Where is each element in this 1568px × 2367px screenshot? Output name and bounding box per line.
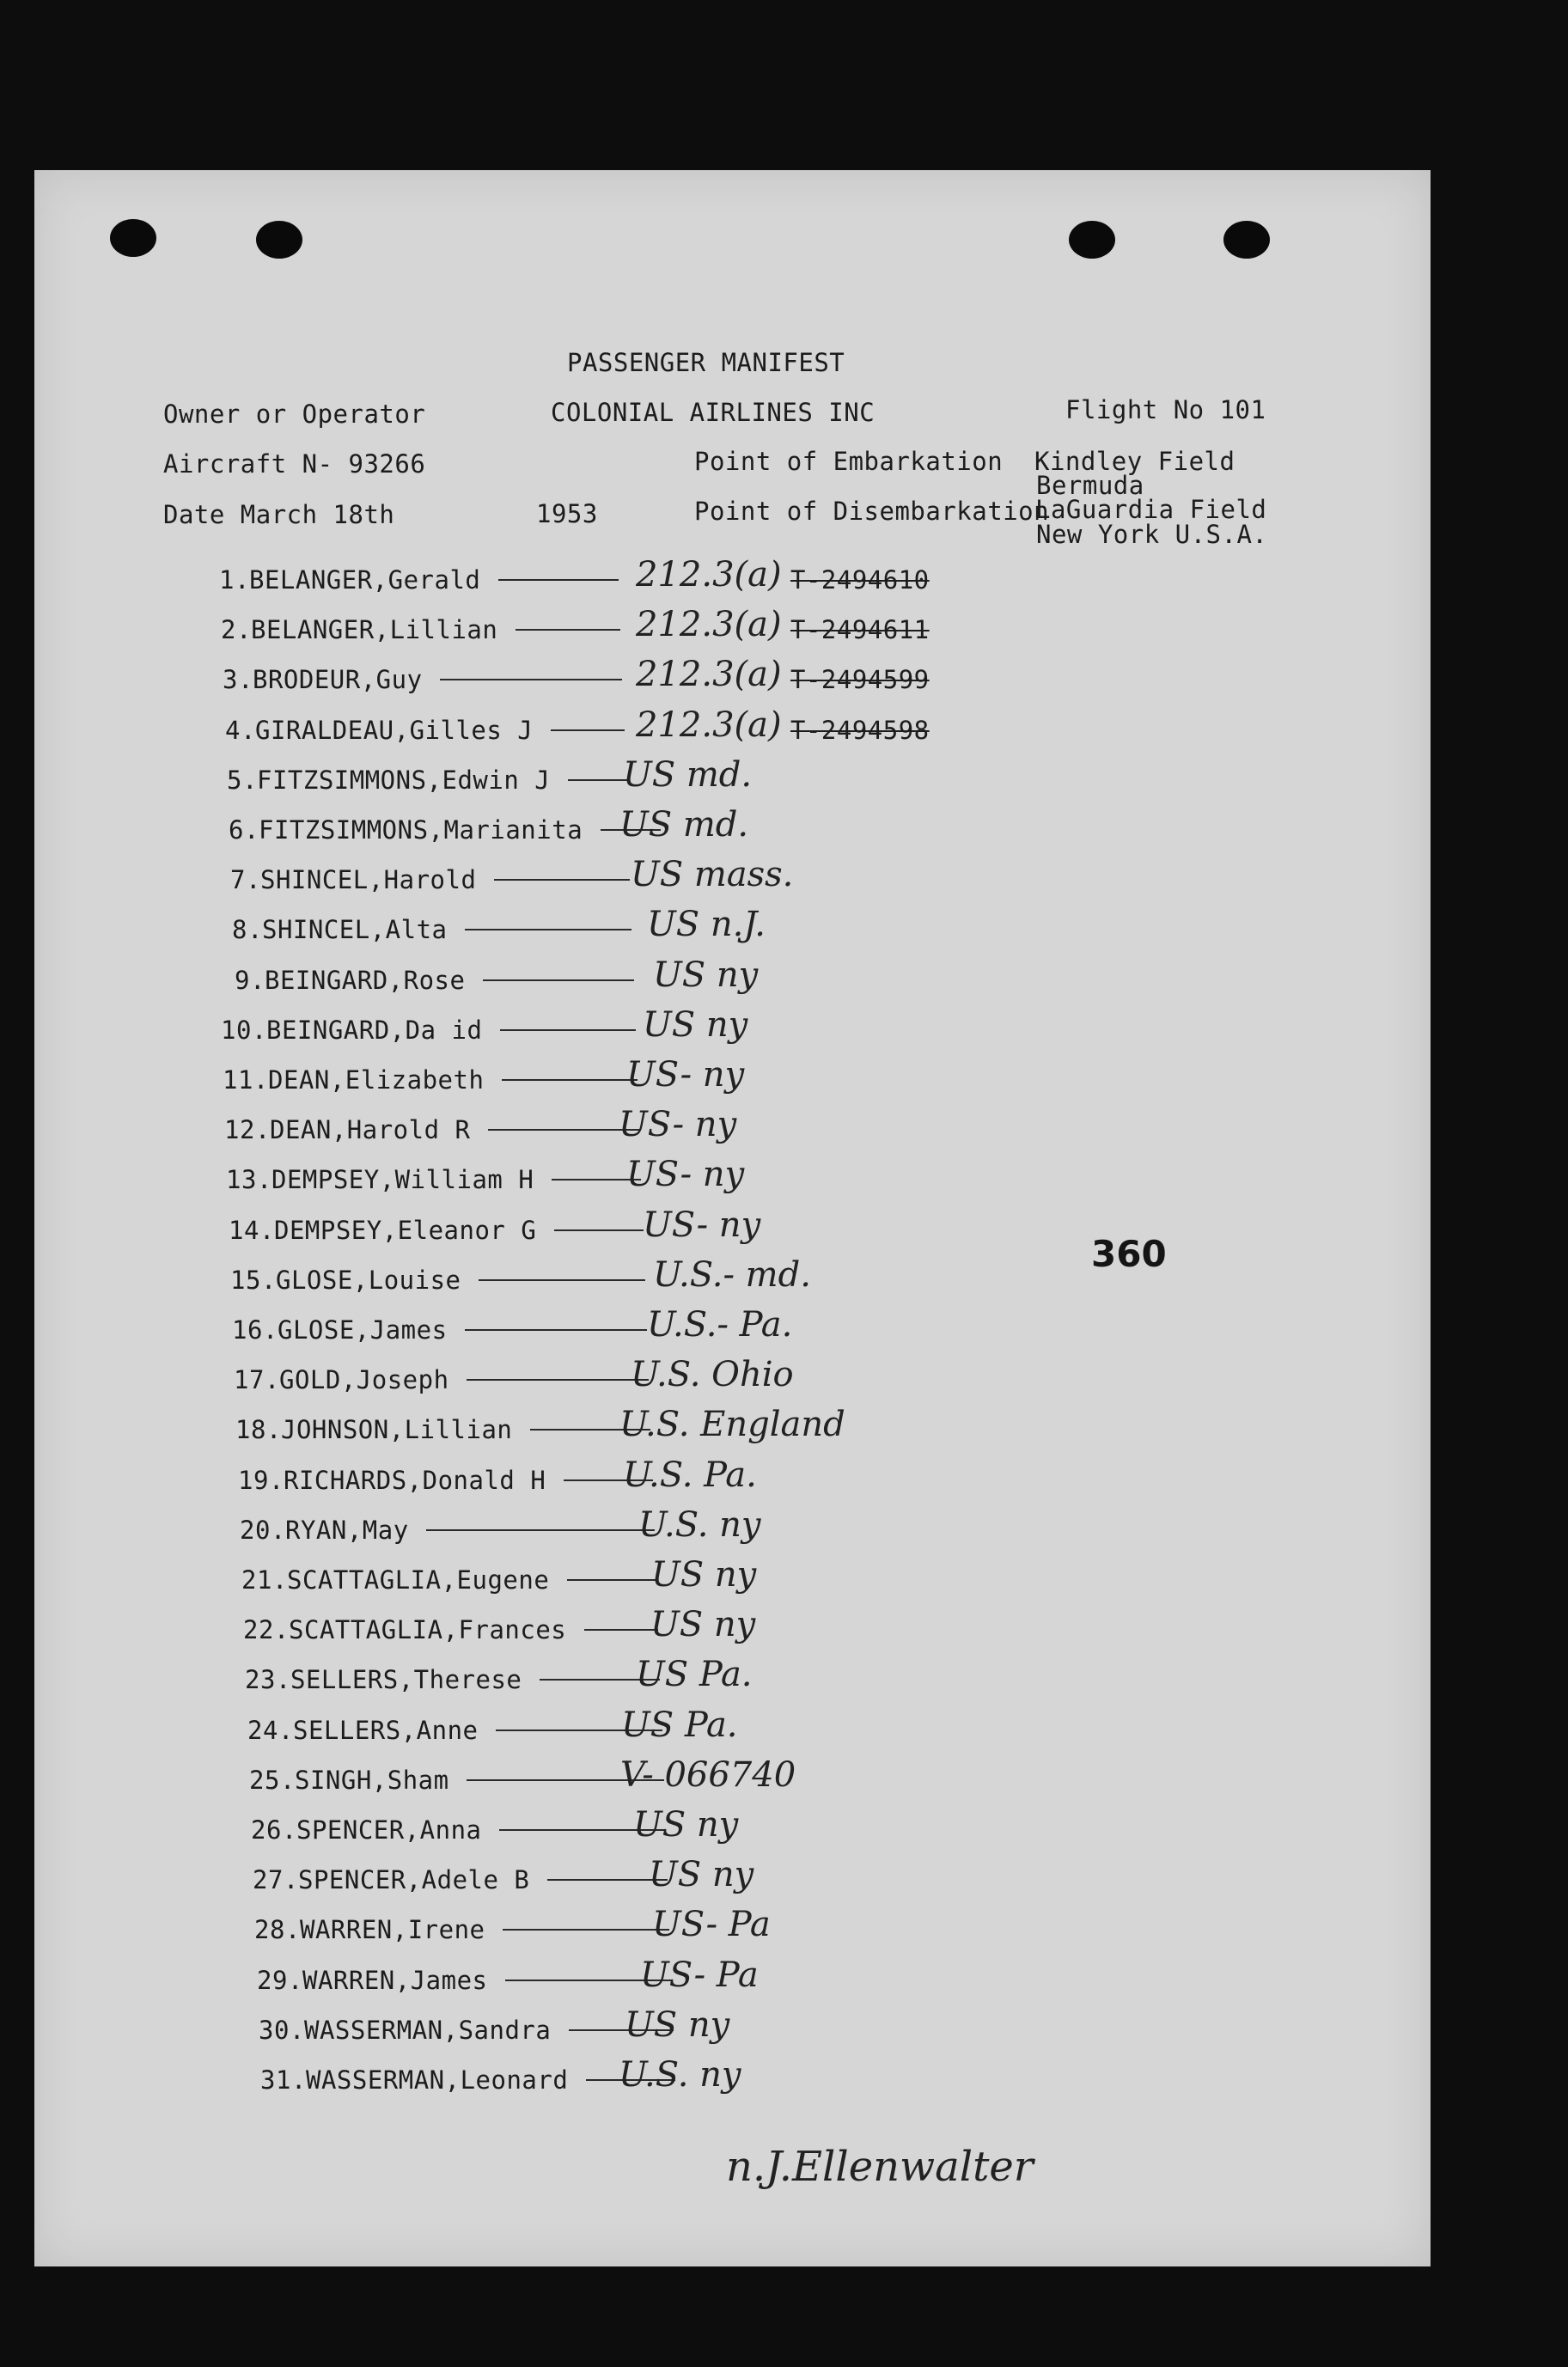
passenger-note: U.S. England <box>619 1405 845 1445</box>
passenger-note: U.S. ny <box>638 1504 761 1545</box>
passenger-name: SELLERS,Therese <box>290 1665 522 1695</box>
passenger-note: US md. <box>619 805 749 845</box>
manifest-title: PASSENGER MANIFEST <box>567 348 845 377</box>
passenger-note: US n.J. <box>647 905 766 945</box>
passenger-name: BEINGARD,Da id <box>266 1015 483 1045</box>
entry-dash <box>426 1529 655 1531</box>
passenger-name: DEMPSEY,Eleanor G <box>274 1215 537 1245</box>
embarkation-place-2: Bermuda <box>1036 471 1144 500</box>
entry-dash <box>465 929 631 930</box>
passenger-number: 13. <box>226 1165 272 1195</box>
passenger-number: 1. <box>219 565 250 595</box>
manifest-date: Date March 18th <box>163 500 395 529</box>
manifest-year: 1953 <box>536 499 598 528</box>
entry-dash <box>483 979 634 981</box>
passenger-name: GLOSE,Louise <box>276 1265 461 1295</box>
passenger-number: 2. <box>221 615 252 645</box>
passenger-name: BRODEUR,Guy <box>253 665 423 695</box>
entry-dash <box>494 879 630 881</box>
passenger-note: US mass. <box>631 855 794 895</box>
passenger-name: RYAN,May <box>285 1515 409 1545</box>
passenger-name: SPENCER,Anna <box>296 1815 482 1845</box>
passenger-number: 9. <box>235 965 265 995</box>
passenger-name: BELANGER,Gerald <box>249 565 481 595</box>
passenger-note: U.S.- Pa. <box>647 1305 793 1345</box>
passenger-note: U.S.- md. <box>653 1254 811 1295</box>
passenger-note: 212.3(a) <box>636 605 782 645</box>
entry-dash <box>516 629 620 631</box>
passenger-note: U.S. Pa. <box>623 1455 757 1495</box>
passenger-number: 8. <box>232 915 263 945</box>
entry-dash <box>568 779 628 781</box>
passenger-name: GIRALDEAU,Gilles J <box>255 715 534 745</box>
passenger-name: SCATTAGLIA,Frances <box>289 1615 567 1645</box>
passenger-name: SHINCEL,Harold <box>260 865 477 895</box>
passenger-name: SHINCEL,Alta <box>262 915 448 945</box>
punch-hole-right-inner <box>1069 221 1115 259</box>
passenger-number: 26. <box>251 1815 297 1845</box>
passenger-number: 20. <box>240 1515 286 1545</box>
passenger-name: WASSERMAN,Leonard <box>306 2065 569 2095</box>
flight-number: Flight No 101 <box>1065 395 1266 424</box>
passenger-number: 23. <box>245 1665 291 1695</box>
passenger-name: DEAN,Elizabeth <box>268 1065 485 1095</box>
passenger-number: 10. <box>221 1015 267 1045</box>
passenger-number: 19. <box>238 1465 284 1495</box>
passenger-number: 14. <box>229 1215 275 1245</box>
passenger-number: 18. <box>235 1415 282 1445</box>
passenger-note: US ny <box>653 955 759 995</box>
aircraft-number: Aircraft N- 93266 <box>163 449 426 479</box>
passenger-note: U.S. ny <box>619 2055 741 2095</box>
disembarkation-place: LaGuardia Field <box>1035 495 1267 524</box>
passenger-note: US ny <box>650 1605 756 1645</box>
passenger-number: 16. <box>232 1315 278 1345</box>
passenger-number: 31. <box>260 2065 307 2095</box>
passenger-number: 30. <box>259 2015 305 2045</box>
passenger-note: US- Pa <box>652 1905 771 1945</box>
embarkation-place: Kindley Field <box>1034 447 1235 476</box>
passenger-note: US ny <box>643 1004 748 1045</box>
passenger-name: DEMPSEY,William H <box>272 1165 534 1195</box>
passenger-number: 28. <box>254 1915 301 1945</box>
passenger-note: US ny <box>625 2004 730 2045</box>
passenger-number: 6. <box>229 815 259 845</box>
stamp-number: 360 <box>1091 1233 1167 1275</box>
passenger-name: FITZSIMMONS,Edwin J <box>257 765 551 795</box>
entry-dash <box>584 1629 658 1631</box>
passenger-name: WARREN,Irene <box>300 1915 485 1945</box>
passenger-name: SCATTAGLIA,Eugene <box>287 1565 550 1595</box>
passenger-name: WASSERMAN,Sandra <box>304 2015 552 2045</box>
passenger-note: US Pa. <box>621 1705 738 1745</box>
passenger-number: 4. <box>225 715 256 745</box>
passenger-note: US- ny <box>643 1205 761 1245</box>
passenger-number: 21. <box>241 1565 288 1595</box>
passenger-name: SINGH,Sham <box>295 1765 449 1795</box>
passenger-number: 11. <box>223 1065 269 1095</box>
passenger-number: 12. <box>224 1115 271 1145</box>
embarkation-label: Point of Embarkation <box>694 447 1004 476</box>
entry-dash <box>488 1129 639 1131</box>
passenger-note: 212.3(a) <box>636 705 782 745</box>
passenger-name: RICHARDS,Donald H <box>284 1465 546 1495</box>
signature: n.J.Ellenwalter <box>726 2143 1034 2191</box>
passenger-number: 25. <box>249 1765 296 1795</box>
passenger-note: 212.3(a) <box>636 655 782 695</box>
entry-dash <box>551 729 625 731</box>
owner-label: Owner or Operator <box>163 400 426 429</box>
entry-dash <box>467 1379 649 1381</box>
passenger-note: US- ny <box>626 1055 745 1095</box>
passenger-note: 212.3(a) <box>636 555 782 595</box>
entry-dash <box>554 1229 644 1231</box>
entry-dash <box>567 1579 656 1581</box>
passenger-name: FITZSIMMONS,Marianita <box>259 815 583 845</box>
passenger-name: SELLERS,Anne <box>293 1715 479 1745</box>
entry-dash <box>498 579 619 581</box>
passenger-number: 22. <box>243 1615 290 1645</box>
punch-hole-left-inner <box>256 221 302 259</box>
passenger-ref: T-2494598 <box>790 715 930 745</box>
passenger-number: 7. <box>230 865 261 895</box>
passenger-number: 17. <box>234 1365 280 1395</box>
passenger-name: BELANGER,Lillian <box>251 615 498 645</box>
passenger-name: WARREN,James <box>302 1965 488 1995</box>
passenger-name: DEAN,Harold R <box>270 1115 471 1145</box>
disembarkation-label: Point of Disembarkation <box>694 497 1050 526</box>
passenger-note: US ny <box>633 1805 739 1845</box>
passenger-note: V- 066740 <box>620 1754 796 1795</box>
passenger-note: US- ny <box>619 1105 737 1145</box>
passenger-number: 3. <box>223 665 253 695</box>
passenger-note: US ny <box>651 1555 757 1595</box>
punch-hole-right-outer <box>1223 221 1270 259</box>
passenger-note: US- ny <box>626 1155 745 1195</box>
entry-dash <box>440 679 622 680</box>
passenger-ref: T-2494610 <box>790 565 930 595</box>
disembarkation-place-2: New York U.S.A. <box>1036 520 1268 549</box>
entry-dash <box>502 1079 638 1081</box>
passenger-name: GLOSE,James <box>278 1315 448 1345</box>
passenger-note: US md. <box>623 754 753 795</box>
entry-dash <box>479 1279 645 1281</box>
passenger-number: 5. <box>227 765 258 795</box>
passenger-ref: T-2494599 <box>790 665 930 695</box>
manifest-page <box>34 170 1431 2266</box>
passenger-note: U.S. Ohio <box>631 1355 794 1395</box>
passenger-name: BEINGARD,Rose <box>265 965 466 995</box>
punch-hole-left-outer <box>110 219 156 257</box>
passenger-note: US Pa. <box>636 1655 753 1695</box>
passenger-ref: T-2494611 <box>790 615 930 645</box>
operator-name: COLONIAL AIRLINES INC <box>551 398 876 427</box>
passenger-note: US ny <box>649 1855 754 1895</box>
passenger-name: GOLD,Joseph <box>279 1365 449 1395</box>
passenger-number: 15. <box>230 1265 277 1295</box>
passenger-note: US- Pa <box>640 1955 759 1995</box>
passenger-number: 27. <box>253 1865 299 1895</box>
entry-dash <box>465 1329 647 1331</box>
entry-dash <box>503 1929 669 1931</box>
passenger-number: 24. <box>247 1715 294 1745</box>
passenger-number: 29. <box>257 1965 303 1995</box>
passenger-name: SPENCER,Adele B <box>298 1865 530 1895</box>
entry-dash <box>500 1029 636 1031</box>
passenger-name: JOHNSON,Lillian <box>281 1415 513 1445</box>
